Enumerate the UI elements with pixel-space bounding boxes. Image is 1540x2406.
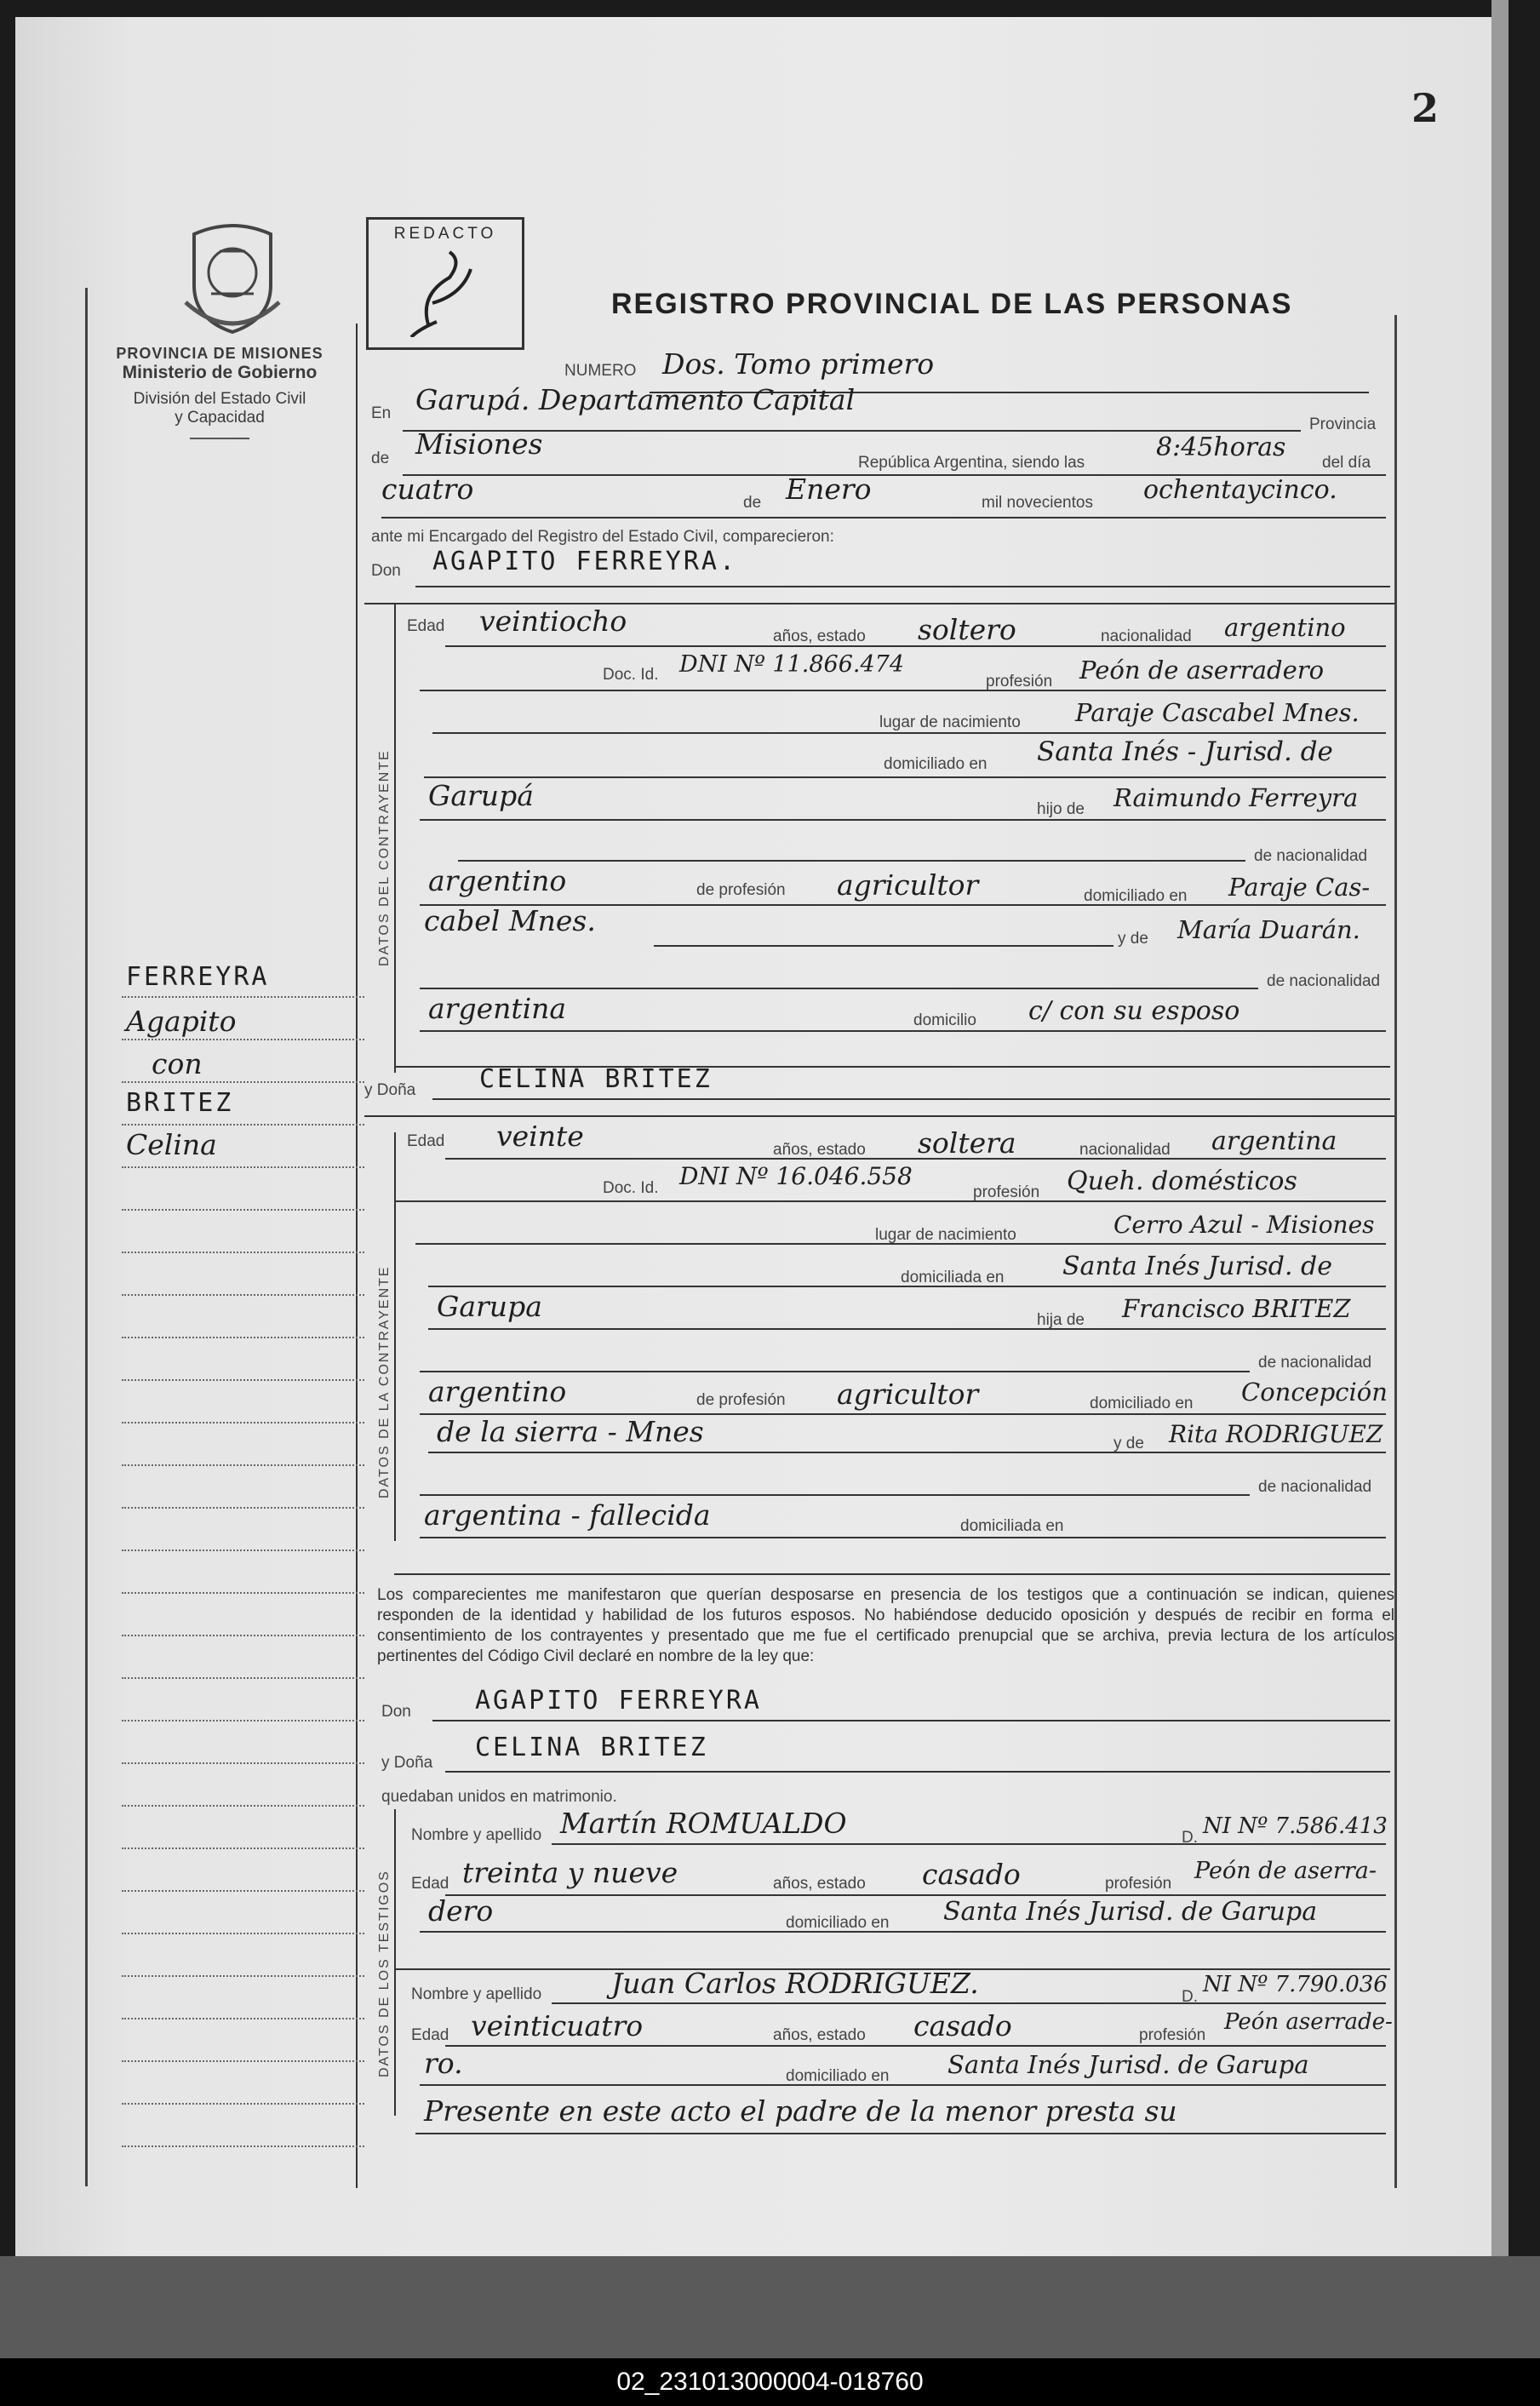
f-doc-label: Doc. Id. (603, 1179, 659, 1197)
org-capacity: y Capacidad (175, 409, 265, 427)
t2-doc: NI Nº 7.790.036 (1203, 1972, 1388, 1997)
c-estado: soltero (918, 613, 1016, 646)
redacto-stamp (366, 217, 524, 350)
t2-prof: Peón aserrade- (1224, 2009, 1393, 2035)
t1-edad-label: Edad (411, 1875, 449, 1893)
org-block (66, 345, 373, 439)
t1-nombre: Martín ROMUALDO (560, 1807, 847, 1840)
t1-nombre-label: Nombre y apellido (411, 1826, 542, 1844)
f-prof: Queh. domésticos (1067, 1166, 1297, 1196)
f-padre: Francisco BRITEZ (1122, 1294, 1351, 1323)
c-lugar: Paraje Cascabel Mnes. (1075, 698, 1360, 727)
t2-prof2: ro. (424, 2047, 463, 2080)
t2-edad: veinticuatro (471, 2009, 644, 2042)
f-dom-label: domiciliada en (901, 1269, 1005, 1286)
t2-dom: Santa Inés Jurisd. de Garupa (947, 2050, 1309, 2079)
f-de-nac2-label: de nacionalidad (1258, 1478, 1372, 1496)
t1-anios-label: años, estado (773, 1875, 866, 1893)
numero-value: Dos. Tomo primero (662, 347, 935, 381)
c-madre: María Duarán. (1177, 915, 1360, 944)
contrayenta-side-label: DATOS DE LA CONTRAYENTE (377, 1265, 392, 1498)
c-doc-label: Doc. Id. (603, 666, 659, 684)
de-label: de (371, 450, 390, 467)
horas-value: 8:45horas (1156, 433, 1286, 462)
c-dom: Santa Inés - Jurisd. de (1037, 736, 1333, 767)
book-binding (1491, 0, 1509, 2256)
t1-dom-label: domiciliado en (786, 1914, 890, 1932)
f-madre-nac: argentina - fallecida (424, 1498, 711, 1532)
redacto-signature-icon (369, 243, 522, 337)
f-lugar-label: lugar de nacimiento (875, 1226, 1016, 1244)
f-edad: veinte (496, 1120, 584, 1153)
f-doc: DNI Nº 16.046.558 (679, 1162, 913, 1190)
f-padre-dom: Concepción (1241, 1378, 1388, 1406)
f-dom: Santa Inés Jurisd. de (1062, 1252, 1333, 1281)
f-nac: argentina (1211, 1126, 1337, 1156)
provincia-label: Provincia (1309, 415, 1377, 433)
f-de-prof-label: de profesión (696, 1391, 786, 1409)
f-nac-label: nacionalidad (1079, 1141, 1171, 1159)
dia-value: cuatro (381, 473, 474, 506)
c-dom-label: domiciliado en (884, 755, 988, 773)
f-hija-label: hija de (1037, 1311, 1085, 1329)
republica-label: República Argentina, siendo las (858, 454, 1085, 472)
testigos-side-label: DATOS DE LOS TESTIGOS (377, 1870, 392, 2077)
c-madre-nac: argentina (428, 992, 567, 1025)
en-value: Garupá. Departamento Capital (415, 383, 856, 416)
f-padre-dom-label: domiciliado en (1090, 1395, 1194, 1412)
f-padre-dom2: de la sierra - Mnes (437, 1415, 704, 1448)
t2-nombre-label: Nombre y apellido (411, 1985, 542, 2003)
provincial-seal-icon (177, 217, 288, 341)
t1-doc: NI Nº 7.586.413 (1203, 1813, 1388, 1839)
f-madre-dom-label: domiciliada en (960, 1517, 1064, 1535)
c-edad: veintiocho (479, 604, 627, 638)
t2-estado: casado (913, 2009, 1012, 2042)
c-de-nac2-label: de nacionalidad (1267, 972, 1381, 990)
register-page (15, 17, 1507, 2273)
t2-dom-label: domiciliado en (786, 2067, 890, 2085)
f-edad-label: Edad (407, 1132, 445, 1150)
del-dia-label: del día (1322, 454, 1371, 472)
page-title: REGISTRO PROVINCIAL DE LAS PERSONAS (611, 288, 1293, 320)
c-edad-label: Edad (407, 617, 445, 635)
don-value: AGAPITO FERREYRA. (432, 547, 738, 576)
union-don-label: Don (381, 1703, 411, 1721)
f-padre-nac: argentino (428, 1375, 567, 1408)
f-dom2: Garupa (437, 1290, 542, 1323)
footer-id: 02_231013000004-018760 (0, 2358, 1540, 2406)
union-dona-value: CELINA BRITEZ (475, 1733, 708, 1762)
t2-edad-label: Edad (411, 2026, 449, 2044)
org-province: PROVINCIA DE MISIONES (116, 345, 323, 362)
t1-d-label: D. (1182, 1829, 1198, 1847)
c-nac-label: nacionalidad (1101, 627, 1192, 645)
c-anios-label: años, estado (773, 627, 866, 645)
final-note: Presente en este acto el padre de la menor presta su (424, 2094, 1177, 2128)
c-padre-prof: agricultor (837, 868, 979, 902)
c-madre-dom: c/ con su esposo (1028, 996, 1240, 1026)
margin-note-surname2: BRITEZ (126, 1088, 234, 1118)
statement-text: Los comparecientes me manifestaron que querían desposarse en presencia de los testigos que a continuación se indican, quienes responden de la identidad y habilidad de los futuros esposos. No habiéndose deducido oposición y después de recibir en forma el consentimiento de los contrayentes y presentado que me fue el certificado prenupcial que se archiva, previa lectura de los artículos pertinentes del Código Civil declaré en nombre de la ley que: (377, 1586, 1394, 1665)
f-anios-label: años, estado (773, 1141, 866, 1159)
c-de-prof-label: de profesión (696, 881, 786, 899)
en-label: En (371, 404, 392, 422)
org-ministry: Ministerio de Gobierno (122, 363, 318, 382)
mes-value: Enero (786, 473, 872, 506)
t2-prof-label: profesión (1139, 2026, 1206, 2044)
c-madre-dom-label: domicilio (913, 1011, 976, 1029)
f-y-de-label: y de (1113, 1435, 1144, 1452)
c-y-de-label: y de (1118, 930, 1148, 948)
don-label: Don (371, 562, 401, 580)
union-dona-label: y Doña (381, 1754, 433, 1772)
c-prof: Peón de aserradero (1079, 656, 1325, 685)
f-padre-prof: agricultor (837, 1378, 979, 1411)
margin-note-surname: FERREYRA (126, 962, 270, 992)
margin-note-name2: Celina (126, 1128, 217, 1161)
dona-label: y Doña (364, 1081, 416, 1099)
f-estado: soltera (918, 1126, 1016, 1160)
f-prof-label: profesión (973, 1183, 1040, 1201)
t1-prof2: dero (428, 1894, 494, 1928)
c-padre-dom-label: domiciliado en (1084, 887, 1188, 905)
t1-prof-label: profesión (1105, 1875, 1172, 1893)
c-prof-label: profesión (986, 673, 1053, 690)
c-padre: Raimundo Ferreyra (1113, 783, 1359, 812)
t1-estado: casado (922, 1858, 1021, 1891)
c-padre-dom: Paraje Cas- (1228, 873, 1371, 902)
margin-note-name: Agapito (126, 1005, 237, 1038)
mil-label: mil novecientos (982, 494, 1093, 512)
f-de-nac-label: de nacionalidad (1258, 1354, 1372, 1372)
c-padre-dom2: cabel Mnes. (424, 904, 596, 937)
c-dom2: Garupá (428, 779, 534, 812)
t1-dom: Santa Inés Jurisd. de Garupa (943, 1897, 1318, 1927)
org-division: División del Estado Civil (133, 390, 306, 408)
margin-note-con: con (152, 1047, 203, 1080)
dona-value: CELINA BRITEZ (479, 1064, 713, 1094)
t1-prof: Peón de aserra- (1194, 1858, 1377, 1884)
c-lugar-label: lugar de nacimiento (879, 713, 1021, 731)
redacto-label: REDACTO (393, 225, 497, 243)
c-nac: argentino (1224, 613, 1346, 642)
union-don-value: AGAPITO FERREYRA (475, 1686, 762, 1716)
f-lugar: Cerro Azul - Misiones (1113, 1211, 1375, 1239)
t2-nombre: Juan Carlos RODRIGUEZ. (611, 1967, 979, 2000)
contrayente-side-label: DATOS DEL CONTRAYENTE (377, 749, 392, 966)
f-madre: Rita RODRIGUEZ (1169, 1420, 1383, 1448)
c-de-nac-label: de nacionalidad (1254, 847, 1368, 865)
t1-edad: treinta y nueve (462, 1856, 678, 1889)
ante-text: ante mi Encargado del Registro del Estado Civil, comparecieron: (371, 528, 834, 546)
de2-label: de (743, 494, 762, 512)
c-doc: DNI Nº 11.866.474 (679, 651, 905, 678)
t2-d-label: D. (1182, 1988, 1198, 2006)
union-quedaban: quedaban unidos en matrimonio. (381, 1788, 617, 1806)
page-number: 2 (1411, 85, 1440, 131)
page-shadow (0, 2256, 1540, 2358)
c-padre-nac: argentino (428, 864, 567, 897)
numero-label: NUMERO (564, 362, 637, 380)
de-value: Misiones (415, 427, 543, 461)
c-hijo-label: hijo de (1037, 800, 1085, 818)
t2-anios-label: años, estado (773, 2026, 866, 2044)
anio-value: ochentaycinco. (1143, 475, 1337, 505)
